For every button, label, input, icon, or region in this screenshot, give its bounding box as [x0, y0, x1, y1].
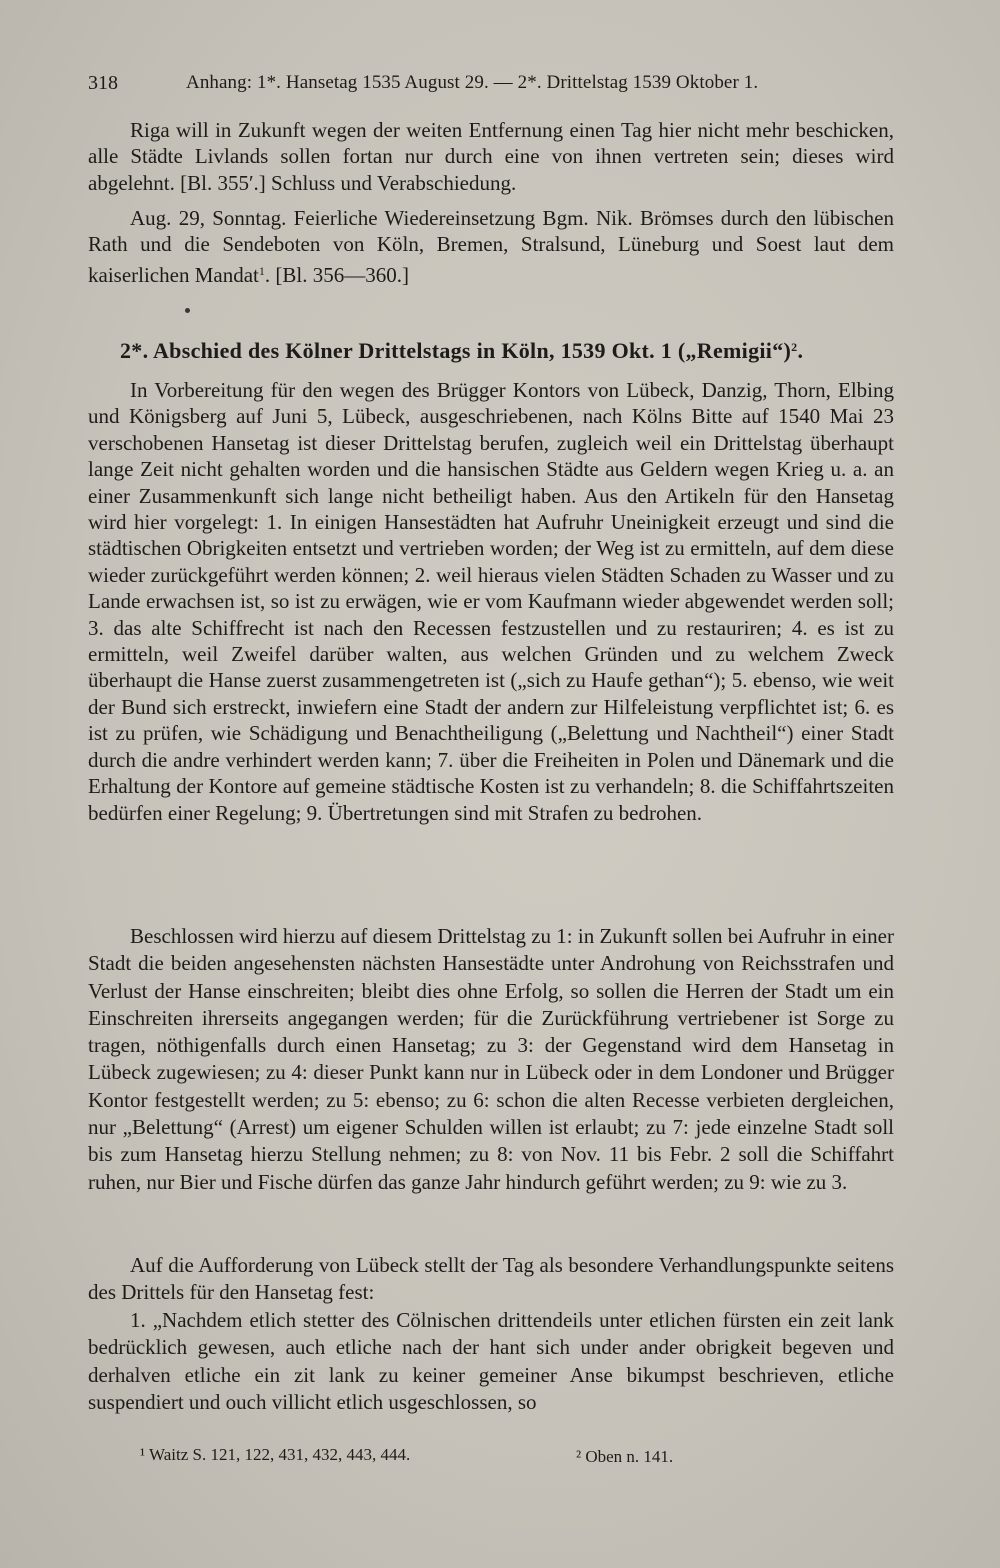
- running-head: Anhang: 1*. Hansetag 1535 August 29. — 2*. Drittelstag 1539 Oktober 1.: [186, 72, 759, 93]
- paragraph-vorbereitung-text: In Vorbereitung für den wegen des Brügger Kontors von Lübeck, Danzig, Thorn, Elbing und Königsberg auf Juni 5, Lübeck, ausgeschriebenen, nach Kölns Bitte auf 1540 Mai 23 verschobenen Hansetag ist dieser Drittelstag berufen, zugleich weil ein Drittelstag überhaupt lange Zeit nicht gehalten worden und die hansischen Städte aus Geldern wegen Krieg u. a. an einer Zusammenkunft sich lange nicht betheiligt haben. Aus den Artikeln für den Hansetag wird hier vorgelegt: 1. In einigen Hansestädten hat Aufruhr Uneinigkeit erzeugt und sind die städtischen Obrigkeiten entsetzt und vertrieben worden; der Weg ist zu ermitteln, auf dem diese wieder zurückgeführt werden können; 2. weil hieraus vielen Städten Schaden zu Wasser und zu Lande erwachsen ist, so ist zu erwägen, wie er vom Kaufmann wieder abgewendet werden soll; 3. das alte Schiffrecht ist nach den Recessen festzustellen und zu restauriren; 4. es ist zu ermitteln, weil Zweifel darüber walten, aus welchen Gründen und zu welchem Zweck überhaupt die Hanse zuerst zusammengetreten ist („sich zu Haufe gethan“); 5. ebenso, wie weit der Bund sich erstreckt, inwiefern eine Stadt der andern zur Hilfeleistung verpflichtet ist; 6. es ist zu prüfen, wie Schädigung und Benachtheiligung („Belettung und Nachtheil“) einer Stadt durch die andre verhindert werden kann; 7. über die Freiheiten in Polen und Dänemark und die Erhaltung der Kontore auf gemeine städtische Kosten ist zu verhandeln; 8. die Schiffahrtszeiten bedürfen einer Regelung; 9. Übertretungen sind mit Strafen zu bedrohen.: [88, 378, 894, 825]
- paragraph-aug-29-text: Aug. 29, Sonntag. Feierliche Wiedereinsetzung Bgm. Nik. Brömses durch den lübischen Rath und die Sendeboten von Köln, Bremen, Stralsund, Lüneburg und Soest laut dem kaiserlichen Mandat: [88, 206, 894, 287]
- paragraph-riga-text: Riga will in Zukunft wegen der weiten Entfernung einen Tag hier nicht mehr beschicken, alle Städte Livlands sollen fortan nur durch eine von ihnen vertreten sein; dieses wird abgelehnt. [Bl. 355′.] Schluss und Verabschiedung.: [88, 118, 894, 195]
- footnote-1: ¹ Waitz S. 121, 122, 431, 432, 443, 444.: [140, 1445, 411, 1464]
- footnote-ref-2: 2: [791, 340, 798, 354]
- paragraph-quotation: [88, 1307, 894, 1416]
- paragraph-aufforderung-text: Auf die Aufforderung von Lübeck stellt der Tag als besondere Verhandlungspunkte seitens des Drittels für den Hansetag fest:: [88, 1253, 894, 1305]
- paragraph-aug-29: [88, 205, 894, 288]
- section-ornament: [185, 308, 190, 313]
- paragraph-aug-29-end: . [Bl. 356—360.]: [264, 262, 409, 287]
- paragraph-vorbereitung: [88, 377, 894, 826]
- footnote-ref-1: 1: [258, 263, 265, 278]
- paragraph-aufforderung: [88, 1252, 894, 1307]
- paragraph-beschlossen-text: Beschlossen wird hierzu auf diesem Drittelstag zu 1: in Zukunft sollen bei Aufruhr in einer Stadt die beiden angesehensten nächsten Hansestädte unter Androhung von Reichsstrafen und Verlust der Hanse einschreiten; bleibt dies ohne Erfolg, so sollen die Herren der Stadt um ein Einschreiten ihrerseits angegangen werden; für die Zurückführung vertriebener ist Sorge zu tragen, nöthigenfalls durch einen Hansetag; zu 3: der Gegenstand wird dem Hansetag in Lübeck zugewiesen; zu 4: dieser Punkt kann nur in Lübeck oder in dem Londoner und Brügger Kontor festgestellt werden; zu 5: ebenso; zu 6: schon die alten Recesse verbieten dergleichen, nur „Belettung“ (Arrest) um eigener Schulden willen ist erlaubt; zu 7: jede einzelne Stadt soll bis zum Hansetag hierzu Stellung nehmen; zu 8: von Nov. 11 bis Febr. 2 soll die Schiffahrt ruhen, nur Bier und Fische dürfen das ganze Jahr hindurch geführt werden; zu 9: wie zu 3.: [88, 924, 894, 1194]
- section-heading-text: 2*. Abschied des Kölner Drittelstags in Köln, 1539 Okt. 1 („Remigii“): [120, 338, 792, 363]
- footnote-2: ² Oben n. 141.: [576, 1447, 674, 1466]
- page-number: 318: [88, 72, 118, 94]
- paragraph-beschlossen: [88, 923, 894, 1196]
- section-heading-end: .: [797, 338, 804, 363]
- paragraph-riga: [88, 117, 894, 196]
- section-heading: [120, 338, 803, 364]
- paragraph-quotation-text: 1. „Nachdem etlich stetter des Cölnischen drittendeils unter etlichen fürsten ein zeit lank bedrücklich gewesen, auch etliche nach der hant sich under ander obrigkeit begeven und derhalven etliche ein zit lank zu keiner gemeiner Anse bikumpst beschrieven, etliche suspendiert und ouch villicht etlich usgeschlossen, so: [88, 1308, 894, 1414]
